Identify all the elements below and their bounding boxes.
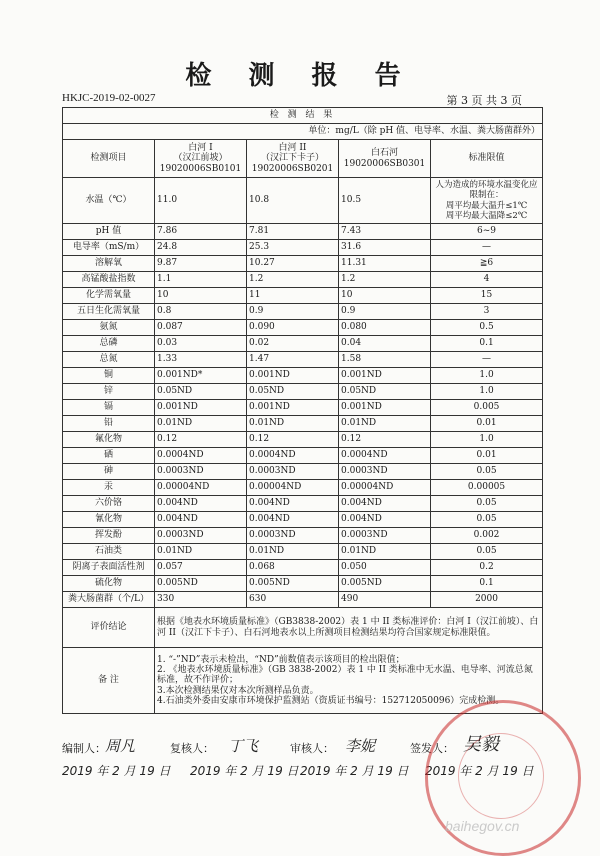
site-3-value: 490 [339,592,431,608]
table-row [63,304,543,320]
limit-value: 1.0 [431,432,543,448]
site-1-value: 1.33 [155,352,247,368]
site-1-value: 1.1 [155,272,247,288]
row-name: 氨氮 [63,320,155,336]
remarks-row [63,648,543,714]
header-row [63,140,543,178]
limit-value: 0.01 [431,448,543,464]
site-2-value: 0.02 [247,336,339,352]
site-2-value: 0.0003ND [247,528,339,544]
site-2-value: 0.068 [247,560,339,576]
limit-value: 0.1 [431,576,543,592]
row-name: 电导率（mS/m） [63,240,155,256]
site-2-value: 25.3 [247,240,339,256]
remark-line: 1. “-”ND”表示未检出，“ND”前数值表示该项目的检出限值； [157,654,405,665]
site-3-value: 11.31 [339,256,431,272]
report-title: 检 测 报 告 [185,61,415,91]
limit-value: 0.05 [431,544,543,560]
site-1-value: 0.001ND* [155,368,247,384]
site-2-value: 0.00004ND [247,480,339,496]
limit-value: 1.0 [431,384,543,400]
row-name: 六价铬 [63,496,155,512]
site-2-value: 0.005ND [247,576,339,592]
table-row [63,256,543,272]
date-4: 2019 年 2 月 19 日 [425,764,534,778]
row-name: 化学需氧量 [63,288,155,304]
site-3-value: 0.0003ND [339,464,431,480]
site-1-value: 0.001ND [155,400,247,416]
site-2-value: 0.0004ND [247,448,339,464]
site-1-value: 0.005ND [155,576,247,592]
table-row [63,400,543,416]
row-name: 硫化物 [63,576,155,592]
results-title: 检 测 结 果 [63,108,543,124]
date-2: 2019 年 2 月 19 日 [190,764,299,778]
table-row [63,320,543,336]
site-1-value: 11.0 [155,178,247,224]
table-row [63,336,543,352]
row-name: 粪大肠菌群（个/L） [63,592,155,608]
site-3-value: 0.005ND [339,576,431,592]
limit-value: — [431,352,543,368]
site-1-value: 0.0003ND [155,464,247,480]
date-1: 2019 年 2 月 19 日 [62,764,171,778]
site-3-value: 0.0003ND [339,528,431,544]
watermark: baihegov.cn [445,818,520,834]
site-3-value: 0.004ND [339,512,431,528]
table-row [63,240,543,256]
row-name: 高锰酸盐指数 [63,272,155,288]
limit-value: 0.2 [431,560,543,576]
limit-value: 0.1 [431,336,543,352]
site-2-value: 0.01ND [247,416,339,432]
table-row [63,512,543,528]
site-1-value: 0.01ND [155,544,247,560]
row-name: 锌 [63,384,155,400]
row-name: 氰化物 [63,512,155,528]
site-3-value: 0.080 [339,320,431,336]
table-row [63,272,543,288]
compiler-label: 编制人： [62,742,106,755]
table-row [63,560,543,576]
row-name: 汞 [63,480,155,496]
site-1-value: 0.05ND [155,384,247,400]
table-row [63,288,543,304]
row-name: 硒 [63,448,155,464]
approver-signature: 李妮 [345,737,376,755]
header-site-3: 白石河 19020006SB0301 [339,140,431,178]
table-row [63,352,543,368]
table-row [63,592,543,608]
table-row [63,368,543,384]
site-3-value: 0.00004ND [339,480,431,496]
site-3-value: 31.6 [339,240,431,256]
header-site-1: 白河 I （汉江前坡） 19020006SB0101 [155,140,247,178]
limit-value: 0.05 [431,496,543,512]
site-1-value: 24.8 [155,240,247,256]
site-1-value: 0.004ND [155,512,247,528]
site-1-value: 0.03 [155,336,247,352]
results-title-row [63,108,543,124]
limit-value: 0.5 [431,320,543,336]
site-2-value: 0.001ND [247,368,339,384]
row-name: pH 值 [63,224,155,240]
site-3-value: 0.01ND [339,416,431,432]
site-2-value: 630 [247,592,339,608]
site-2-value: 0.05ND [247,384,339,400]
evaluation-row [63,608,543,648]
row-name: 镉 [63,400,155,416]
reviewer-signature: 丁飞 [228,737,259,755]
site-3-value: 1.2 [339,272,431,288]
results-table [62,107,543,714]
row-name: 溶解氧 [63,256,155,272]
row-name: 铜 [63,368,155,384]
site-3-value: 10.5 [339,178,431,224]
site-1-value: 0.004ND [155,496,247,512]
table-row [63,496,543,512]
limit-value: 0.005 [431,400,543,416]
site-2-value: 0.004ND [247,496,339,512]
site-1-value: 0.12 [155,432,247,448]
table-row [63,544,543,560]
site-1-value: 0.00004ND [155,480,247,496]
limit-value: 0.00005 [431,480,543,496]
site-2-value: 0.12 [247,432,339,448]
limit-value: 0.002 [431,528,543,544]
site-2-value: 0.0003ND [247,464,339,480]
site-2-value: 7.81 [247,224,339,240]
limit-value: 6~9 [431,224,543,240]
site-3-value: 7.43 [339,224,431,240]
approver-label: 审核人： [290,742,334,755]
site-3-value: 0.050 [339,560,431,576]
remark-line: 2. 《地表水环境质量标准》（GB 3838-2002）表 1 中 II 类标准中无水温、电导率、河流总氮标准，故不作评价； [157,664,533,686]
row-name: 总氮 [63,352,155,368]
unit-note: 单位：mg/L（除 pH 值、电导率、水温、粪大肠菌群外） [63,124,543,140]
remark-line: 4.石油类外委由安康市环境保护监测站（资质证书编号：152712050096）完成检测。 [157,696,505,707]
evaluation-text: 根据《地表水环境质量标准》（GB3838-2002）表 1 中 II 类标准评价：白河 I（汉江前坡）、白河 II（汉江下卡子）、白石河地表水以上所测项目检测结果均符合国家规定标准限值。 [155,608,543,648]
site-3-value: 0.05ND [339,384,431,400]
remark-line: 3.本次检测结果仅对本次所测样品负责。 [157,685,319,696]
header-site-2: 白河 II （汉江下卡子） 19020006SB0201 [247,140,339,178]
table-row [63,528,543,544]
table-row [63,384,543,400]
table-row [63,480,543,496]
site-3-value: 0.001ND [339,368,431,384]
evaluation-label: 评价结论 [63,608,155,648]
unit-row [63,124,543,140]
table-row [63,416,543,432]
site-2-value: 10.8 [247,178,339,224]
table-row [63,464,543,480]
site-1-value: 7.86 [155,224,247,240]
limit-value: 人为造成的环境水温变化应限制在： 周平均最大温升≤1℃ 周平均最大温降≤2℃ [431,178,543,224]
site-3-value: 1.58 [339,352,431,368]
limit-value: — [431,240,543,256]
site-3-value: 0.9 [339,304,431,320]
site-1-value: 330 [155,592,247,608]
table-row [63,432,543,448]
limit-value: 15 [431,288,543,304]
site-2-value: 0.9 [247,304,339,320]
site-2-value: 1.47 [247,352,339,368]
date-3: 2019 年 2 月 19 日 [300,764,409,778]
row-name: 阴离子表面活性剂 [63,560,155,576]
issuer-label: 签发人： [410,742,454,755]
site-1-value: 0.057 [155,560,247,576]
site-3-value: 10 [339,288,431,304]
site-2-value: 0.004ND [247,512,339,528]
site-1-value: 0.087 [155,320,247,336]
remarks-label: 备 注 [63,648,155,714]
limit-value: 0.05 [431,464,543,480]
site-2-value: 0.01ND [247,544,339,560]
issuer-signature: 吴毅 [463,734,499,755]
row-name: 挥发酚 [63,528,155,544]
page-number: 第 3 页 共 3 页 [446,94,522,107]
site-3-value: 0.01ND [339,544,431,560]
header-item: 检测项目 [63,140,155,178]
row-name: 铅 [63,416,155,432]
site-2-value: 0.090 [247,320,339,336]
site-3-value: 0.004ND [339,496,431,512]
site-1-value: 0.8 [155,304,247,320]
row-name: 水温（℃） [63,178,155,224]
table-row [63,576,543,592]
table-row [63,448,543,464]
limit-value: 2000 [431,592,543,608]
limit-value: 0.05 [431,512,543,528]
row-name: 五日生化需氧量 [63,304,155,320]
site-1-value: 0.0004ND [155,448,247,464]
site-2-value: 1.2 [247,272,339,288]
site-1-value: 10 [155,288,247,304]
row-name: 石油类 [63,544,155,560]
site-1-value: 9.87 [155,256,247,272]
table-row [63,224,543,240]
site-3-value: 0.001ND [339,400,431,416]
site-2-value: 10.27 [247,256,339,272]
site-1-value: 0.0003ND [155,528,247,544]
site-2-value: 11 [247,288,339,304]
limit-value: 1.0 [431,368,543,384]
site-3-value: 0.04 [339,336,431,352]
reviewer-label: 复核人： [170,742,214,755]
site-1-value: 0.01ND [155,416,247,432]
limit-value: 3 [431,304,543,320]
document-number: HKJC-2019-02-0027 [62,92,156,104]
row-name: 砷 [63,464,155,480]
site-2-value: 0.001ND [247,400,339,416]
table-row [63,178,543,224]
site-3-value: 0.0004ND [339,448,431,464]
row-name: 氟化物 [63,432,155,448]
row-name: 总磷 [63,336,155,352]
limit-value: 0.01 [431,416,543,432]
limit-value: 4 [431,272,543,288]
limit-value: ≧6 [431,256,543,272]
compiler-signature: 周凡 [105,737,136,755]
site-3-value: 0.12 [339,432,431,448]
header-limit: 标准限值 [431,140,543,178]
